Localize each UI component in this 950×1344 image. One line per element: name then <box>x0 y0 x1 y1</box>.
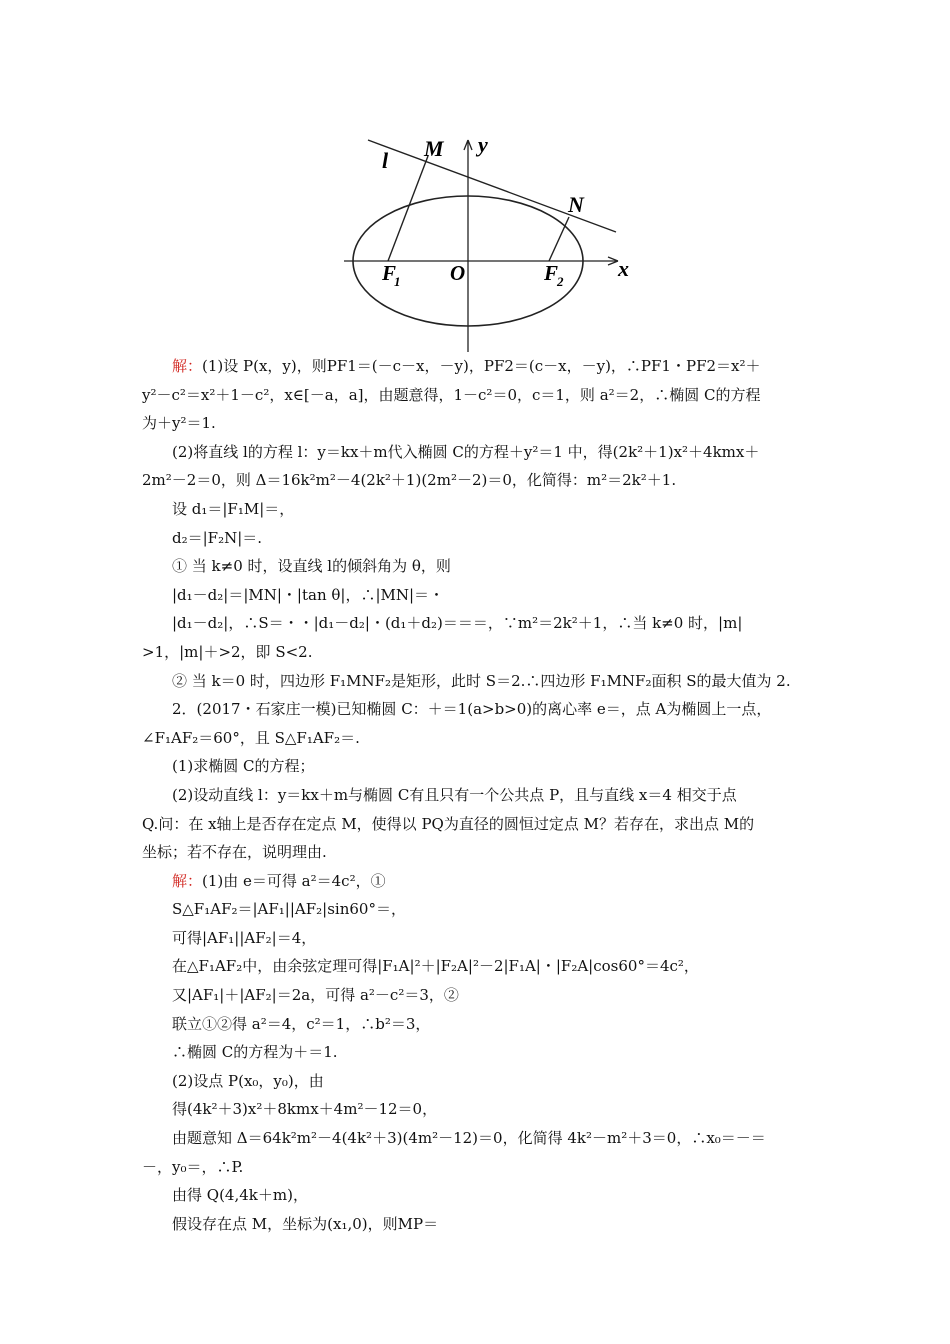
line-text: 设 d₁＝|F₁M|＝， <box>172 499 295 518</box>
line-l <box>368 140 616 232</box>
line-text: 得(4k²＋3)x²＋8kmx＋4m²－12＝0， <box>172 1100 438 1119</box>
line-text: (1)求椭圆 C的方程； <box>172 757 315 776</box>
label-f2: F <box>544 261 559 285</box>
label-f2-sub: 2 <box>557 274 564 289</box>
text-line <box>142 1210 812 1239</box>
text-line <box>142 695 812 724</box>
line-text: d₂＝|F₂N|＝. <box>172 528 263 547</box>
text-line <box>142 781 812 810</box>
solution-marker: 解： <box>172 357 203 375</box>
line-text: (2)设点 P(x₀，y₀)，由 <box>172 1071 324 1090</box>
line-text: 由题意知 Δ＝64k²m²－4(4k²＋3)(4m²－12)＝0，化简得 4k²－m²＋3＝0，∴x₀＝－＝ <box>172 1129 766 1148</box>
line-text: ① 当 k≠0 时，设直线 l的倾斜角为 θ，则 <box>172 557 451 576</box>
line-text: 又|AF₁|＋|AF₂|＝2a，可得 a²－c²＝3，② <box>172 986 459 1005</box>
ellipse-figure <box>330 130 650 355</box>
solution-marker: 解： <box>172 871 203 890</box>
text-line <box>142 952 812 981</box>
line-text: 2m²－2＝0，则 Δ＝16k²m²－4(2k²＋1)(2m²－2)＝0，化简得：m²＝2k²＋1. <box>142 471 677 490</box>
label-l: l <box>382 148 389 173</box>
line-text: 为＋y²＝1. <box>142 414 216 433</box>
text-line <box>142 724 812 753</box>
text-line <box>142 838 812 867</box>
line-text: (2)将直线 l的方程 l：y＝kx＋m代入椭圆 C的方程＋y²＝1 中，得(2k²＋1)x²＋4kmx＋ <box>172 442 760 461</box>
line-text: ∴椭圆 C的方程为＋＝1. <box>172 1043 338 1062</box>
line-text: (2)设动直线 l：y＝kx＋m与椭圆 C有且只有一个公共点 P，且与直线 x＝4 相交于点 <box>172 785 737 804</box>
label-y: y <box>478 132 488 157</box>
text-line <box>142 438 812 467</box>
label-f1: F <box>382 261 397 285</box>
line-text: |d₁－d₂|，∴S＝・・|d₁－d₂|・(d₁＋d₂)＝＝＝，∵m²＝2k²＋1，∴当 k≠0 时，|m| <box>172 614 743 633</box>
label-x: x <box>618 256 629 281</box>
text-line <box>142 352 812 381</box>
label-m: M <box>424 136 444 161</box>
text-line <box>142 924 812 953</box>
text-line <box>142 581 812 610</box>
label-o: O <box>450 261 466 285</box>
text-line <box>142 1067 812 1096</box>
text-line <box>142 1038 812 1067</box>
line-text: y²－c²＝x²＋1－c²，x∈[－a，a]，由题意得，1－c²＝0，c＝1，则 a²＝2，∴椭圆 C的方程 <box>142 385 761 404</box>
line-text: ② 当 k＝0 时，四边形 F₁MNF₂是矩形，此时 S＝2.∴四边形 F₁MNF₂面积 S的最大值为 2. <box>172 671 791 690</box>
solution-text <box>142 352 812 1238</box>
segment-f1m <box>388 156 428 261</box>
line-text: 在△F₁AF₂中，由余弦定理可得|F₁A|²＋|F₂A|²－2|F₁A|・|F₂A|cos60°＝4c²， <box>172 957 699 976</box>
text-line <box>142 810 812 839</box>
line-text: －，y₀＝，∴P. <box>142 1157 244 1176</box>
line-text: S△F₁AF₂＝|AF₁||AF₂|sin60°＝， <box>172 900 406 919</box>
line-text: 联立①②得 a²＝4，c²＝1，∴b²＝3， <box>172 1014 431 1033</box>
text-line <box>142 1010 812 1039</box>
line-text: |d₁－d₂|＝|MN|・|tan θ|，∴|MN|＝・ <box>172 585 445 604</box>
text-line <box>142 409 812 438</box>
text-line <box>142 1153 812 1182</box>
line-text: (1)设 P(x，y)，则PF1＝(－c－x，－y)，PF2＝(c－x，－y)，∴PF1・PF2＝x²＋ <box>202 357 761 375</box>
line-text: (1)由 e＝可得 a²＝4c²，① <box>202 871 386 890</box>
text-line <box>142 667 812 696</box>
text-line <box>142 1124 812 1153</box>
line-text: 假设存在点 M，坐标为(x₁,0)，则MP＝ <box>172 1214 439 1233</box>
text-line <box>142 495 812 524</box>
line-text: 2．(2017・石家庄一模)已知椭圆 C：＋＝1(a>b>0)的离心率 e＝，点 A为椭圆上一点， <box>172 700 772 719</box>
text-line <box>142 895 812 924</box>
text-line <box>142 466 812 495</box>
text-line <box>142 524 812 553</box>
text-line <box>142 752 812 781</box>
line-text: >1，|m|＋>2，即 S<2. <box>142 642 313 661</box>
text-line <box>142 981 812 1010</box>
label-n: N <box>568 192 584 217</box>
line-text: 坐标；若不存在，说明理由. <box>142 843 327 862</box>
line-text: 可得|AF₁||AF₂|＝4， <box>172 928 317 947</box>
label-f1-sub: 1 <box>394 274 401 289</box>
text-line <box>142 381 812 410</box>
line-text: ∠F₁AF₂＝60°，且 S△F₁AF₂＝. <box>142 728 360 747</box>
text-line <box>142 552 812 581</box>
ellipse-diagram <box>330 130 650 355</box>
text-line <box>142 609 812 638</box>
line-text: Q.问：在 x轴上是否存在定点 M，使得以 PQ为直径的圆恒过定点 M？若存在，求出点 M的 <box>142 814 755 833</box>
text-line <box>142 638 812 667</box>
text-line <box>142 867 812 896</box>
text-line <box>142 1181 812 1210</box>
segment-f2n <box>549 217 569 261</box>
text-line <box>142 1095 812 1124</box>
line-text: 由得 Q(4,4k＋m)， <box>172 1186 308 1205</box>
